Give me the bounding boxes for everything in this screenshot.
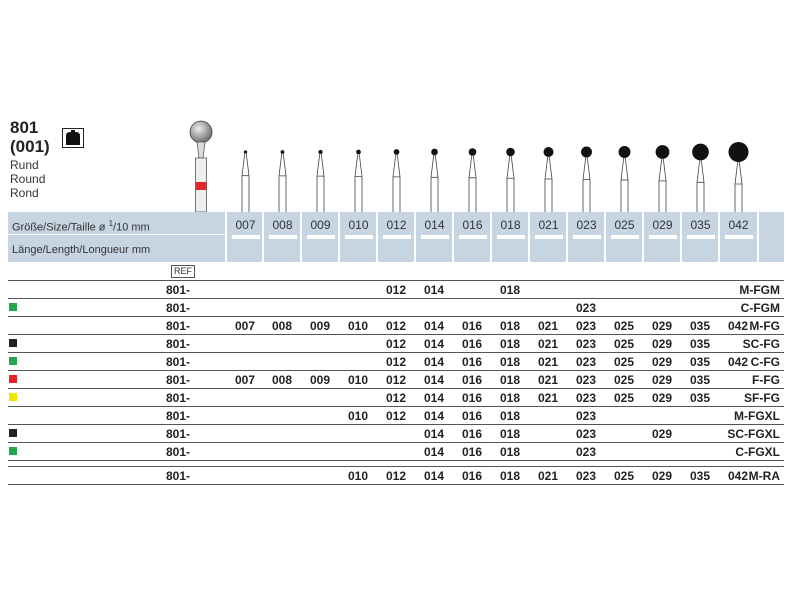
color-code-square <box>9 429 17 437</box>
size-value: 018 <box>499 283 521 297</box>
name-fr: Rond <box>10 186 39 200</box>
ref-table <box>8 280 784 485</box>
shank-type: C-FG <box>750 355 780 369</box>
size-value: 025 <box>613 391 635 405</box>
size-value: 012 <box>385 469 407 483</box>
table-row <box>8 316 784 334</box>
size-value: 016 <box>461 445 483 459</box>
table-row <box>8 280 784 298</box>
size-value: 023 <box>575 355 597 369</box>
size-value: 025 <box>613 355 635 369</box>
size-number: 021 <box>538 218 559 232</box>
shank-type: SF-FG <box>744 391 780 405</box>
size-value: 016 <box>461 319 483 333</box>
size-value: 012 <box>385 283 407 297</box>
size-number: 023 <box>576 218 597 232</box>
ref-prefix: 801- <box>166 373 191 387</box>
size-value: 023 <box>575 391 597 405</box>
ref-prefix: 801- <box>166 445 191 459</box>
ref-label: REF <box>171 265 195 278</box>
size-value: 009 <box>309 319 331 333</box>
bur-035-icon <box>692 144 709 212</box>
size-value: 025 <box>613 337 635 351</box>
bur-014-icon <box>431 149 438 212</box>
size-number: 012 <box>386 218 407 232</box>
bur-029-icon <box>656 145 670 212</box>
size-value: 018 <box>499 469 521 483</box>
size-value: 023 <box>575 337 597 351</box>
size-value: 029 <box>651 337 673 351</box>
product-code: 801 <box>10 118 39 137</box>
table-row <box>8 442 784 460</box>
size-number: 009 <box>310 218 331 232</box>
table-row <box>8 298 784 316</box>
shank-type: M-FGXL <box>734 409 780 423</box>
size-number: 010 <box>348 218 369 232</box>
ref-prefix: 801- <box>166 469 191 483</box>
size-value: 012 <box>385 319 407 333</box>
size-value: 018 <box>499 319 521 333</box>
size-value: 016 <box>461 373 483 387</box>
size-value: 023 <box>575 301 597 315</box>
size-value: 029 <box>651 427 673 441</box>
size-value: 029 <box>651 319 673 333</box>
size-value: 014 <box>423 319 445 333</box>
size-value: 016 <box>461 391 483 405</box>
size-column-029 <box>644 212 681 262</box>
ref-prefix: 801- <box>166 301 191 315</box>
size-column-018 <box>492 212 529 262</box>
size-value: 035 <box>689 337 711 351</box>
size-column-016 <box>454 212 491 262</box>
table-row <box>8 370 784 388</box>
ref-prefix: 801- <box>166 319 191 333</box>
size-value: 008 <box>271 373 293 387</box>
size-value: 016 <box>461 337 483 351</box>
size-value: 023 <box>575 445 597 459</box>
size-value: 023 <box>575 319 597 333</box>
size-value: 042 <box>727 355 749 369</box>
size-value: 035 <box>689 373 711 387</box>
iso-code: (001) <box>10 137 50 156</box>
shank-type: M-FG <box>749 319 780 333</box>
size-value: 012 <box>385 409 407 423</box>
size-value: 021 <box>537 319 559 333</box>
size-value: 016 <box>461 427 483 441</box>
size-value: 021 <box>537 337 559 351</box>
size-column-023 <box>568 212 605 262</box>
bur-025-icon <box>619 146 631 212</box>
shank-type: SC-FG <box>742 337 780 351</box>
ref-prefix: 801- <box>166 409 191 423</box>
size-value: 014 <box>423 337 445 351</box>
size-value: 035 <box>689 319 711 333</box>
size-value: 021 <box>537 469 559 483</box>
size-column-008 <box>264 212 301 262</box>
size-value: 029 <box>651 469 673 483</box>
bur-042-icon <box>729 142 749 212</box>
size-value: 035 <box>689 469 711 483</box>
size-number: 018 <box>500 218 521 232</box>
color-code-square <box>9 375 17 383</box>
size-number: 035 <box>690 218 711 232</box>
size-value: 014 <box>423 409 445 423</box>
ref-prefix: 801- <box>166 283 191 297</box>
size-column-025 <box>606 212 643 262</box>
color-code-square <box>9 447 17 455</box>
size-value: 018 <box>499 445 521 459</box>
table-row <box>8 466 784 485</box>
size-number: 007 <box>235 218 256 232</box>
name-de: Rund <box>10 158 39 172</box>
size-column-009 <box>302 212 339 262</box>
size-value: 016 <box>461 469 483 483</box>
size-value: 029 <box>651 391 673 405</box>
size-value: 010 <box>347 469 369 483</box>
size-value: 009 <box>309 373 331 387</box>
size-value: 014 <box>423 373 445 387</box>
size-value: 042 <box>727 319 749 333</box>
length-label: Länge/Length/Longueur mm <box>12 244 151 256</box>
bur-010-icon <box>355 150 362 212</box>
size-value: 029 <box>651 355 673 369</box>
color-code-square <box>9 303 17 311</box>
bur-size-illustrations <box>0 140 800 212</box>
ref-prefix: 801- <box>166 427 191 441</box>
bur-023-icon <box>581 147 592 212</box>
size-value: 008 <box>271 319 293 333</box>
name-en: Round <box>10 172 46 186</box>
size-value: 012 <box>385 391 407 405</box>
size-value: 025 <box>613 469 635 483</box>
color-code-square <box>9 339 17 347</box>
size-value: 010 <box>347 319 369 333</box>
bur-007-icon <box>242 150 249 212</box>
size-column-035 <box>682 212 719 262</box>
size-value: 010 <box>347 373 369 387</box>
color-code-square <box>9 357 17 365</box>
size-value: 025 <box>613 373 635 387</box>
size-value: 014 <box>423 427 445 441</box>
size-value: 023 <box>575 469 597 483</box>
shank-type: C-FGXL <box>735 445 780 459</box>
size-value: 014 <box>423 469 445 483</box>
size-value: 023 <box>575 373 597 387</box>
size-value: 021 <box>537 373 559 387</box>
shank-type: M-FGM <box>739 283 780 297</box>
shank-type: M-RA <box>748 469 780 483</box>
bur-009-icon <box>317 150 324 212</box>
shank-type: F-FG <box>752 373 780 387</box>
table-row <box>8 406 784 424</box>
size-value: 018 <box>499 409 521 423</box>
size-value: 012 <box>385 373 407 387</box>
size-value: 014 <box>423 283 445 297</box>
bur-016-icon <box>469 148 477 212</box>
size-value: 014 <box>423 355 445 369</box>
size-value: 007 <box>234 373 256 387</box>
size-number: 029 <box>652 218 673 232</box>
size-label: Größe/Size/Taille ø $^1$/10 mm <box>12 219 150 234</box>
table-row <box>8 424 784 442</box>
size-value: 042 <box>727 469 749 483</box>
size-value: 018 <box>499 355 521 369</box>
shank-type: SC-FGXL <box>727 427 780 441</box>
size-column-042 <box>720 212 757 262</box>
bur-008-icon <box>279 150 286 212</box>
size-number: 042 <box>728 218 749 232</box>
ref-prefix: 801- <box>166 355 191 369</box>
ref-prefix: 801- <box>166 337 191 351</box>
size-value: 025 <box>613 319 635 333</box>
size-column-007 <box>227 212 264 262</box>
size-value: 012 <box>385 355 407 369</box>
size-number: 016 <box>462 218 483 232</box>
size-value: 021 <box>537 391 559 405</box>
color-code-square <box>9 393 17 401</box>
table-row <box>8 334 784 352</box>
bur-012-icon <box>393 149 400 212</box>
size-value: 012 <box>385 337 407 351</box>
table-row <box>8 352 784 370</box>
size-column-012 <box>378 212 415 262</box>
size-value: 007 <box>234 319 256 333</box>
size-number: 014 <box>424 218 445 232</box>
size-value: 018 <box>499 337 521 351</box>
size-column-014 <box>416 212 453 262</box>
table-row <box>8 388 784 406</box>
size-number: 025 <box>614 218 635 232</box>
size-value: 014 <box>423 445 445 459</box>
size-value: 035 <box>689 355 711 369</box>
size-value: 016 <box>461 409 483 423</box>
bur-021-icon <box>544 147 554 212</box>
size-value: 018 <box>499 391 521 405</box>
ref-prefix: 801- <box>166 391 191 405</box>
size-value: 016 <box>461 355 483 369</box>
size-column-021 <box>530 212 567 262</box>
size-value: 018 <box>499 373 521 387</box>
size-value: 014 <box>423 391 445 405</box>
size-header-band <box>8 212 784 262</box>
size-value: 010 <box>347 409 369 423</box>
size-value: 023 <box>575 427 597 441</box>
size-value: 021 <box>537 355 559 369</box>
size-value: 018 <box>499 427 521 441</box>
size-column-010 <box>340 212 377 262</box>
size-value: 023 <box>575 409 597 423</box>
size-value: 029 <box>651 373 673 387</box>
bur-018-icon <box>506 148 515 212</box>
size-number: 008 <box>272 218 293 232</box>
size-value: 035 <box>689 391 711 405</box>
shank-type: C-FGM <box>740 301 780 315</box>
